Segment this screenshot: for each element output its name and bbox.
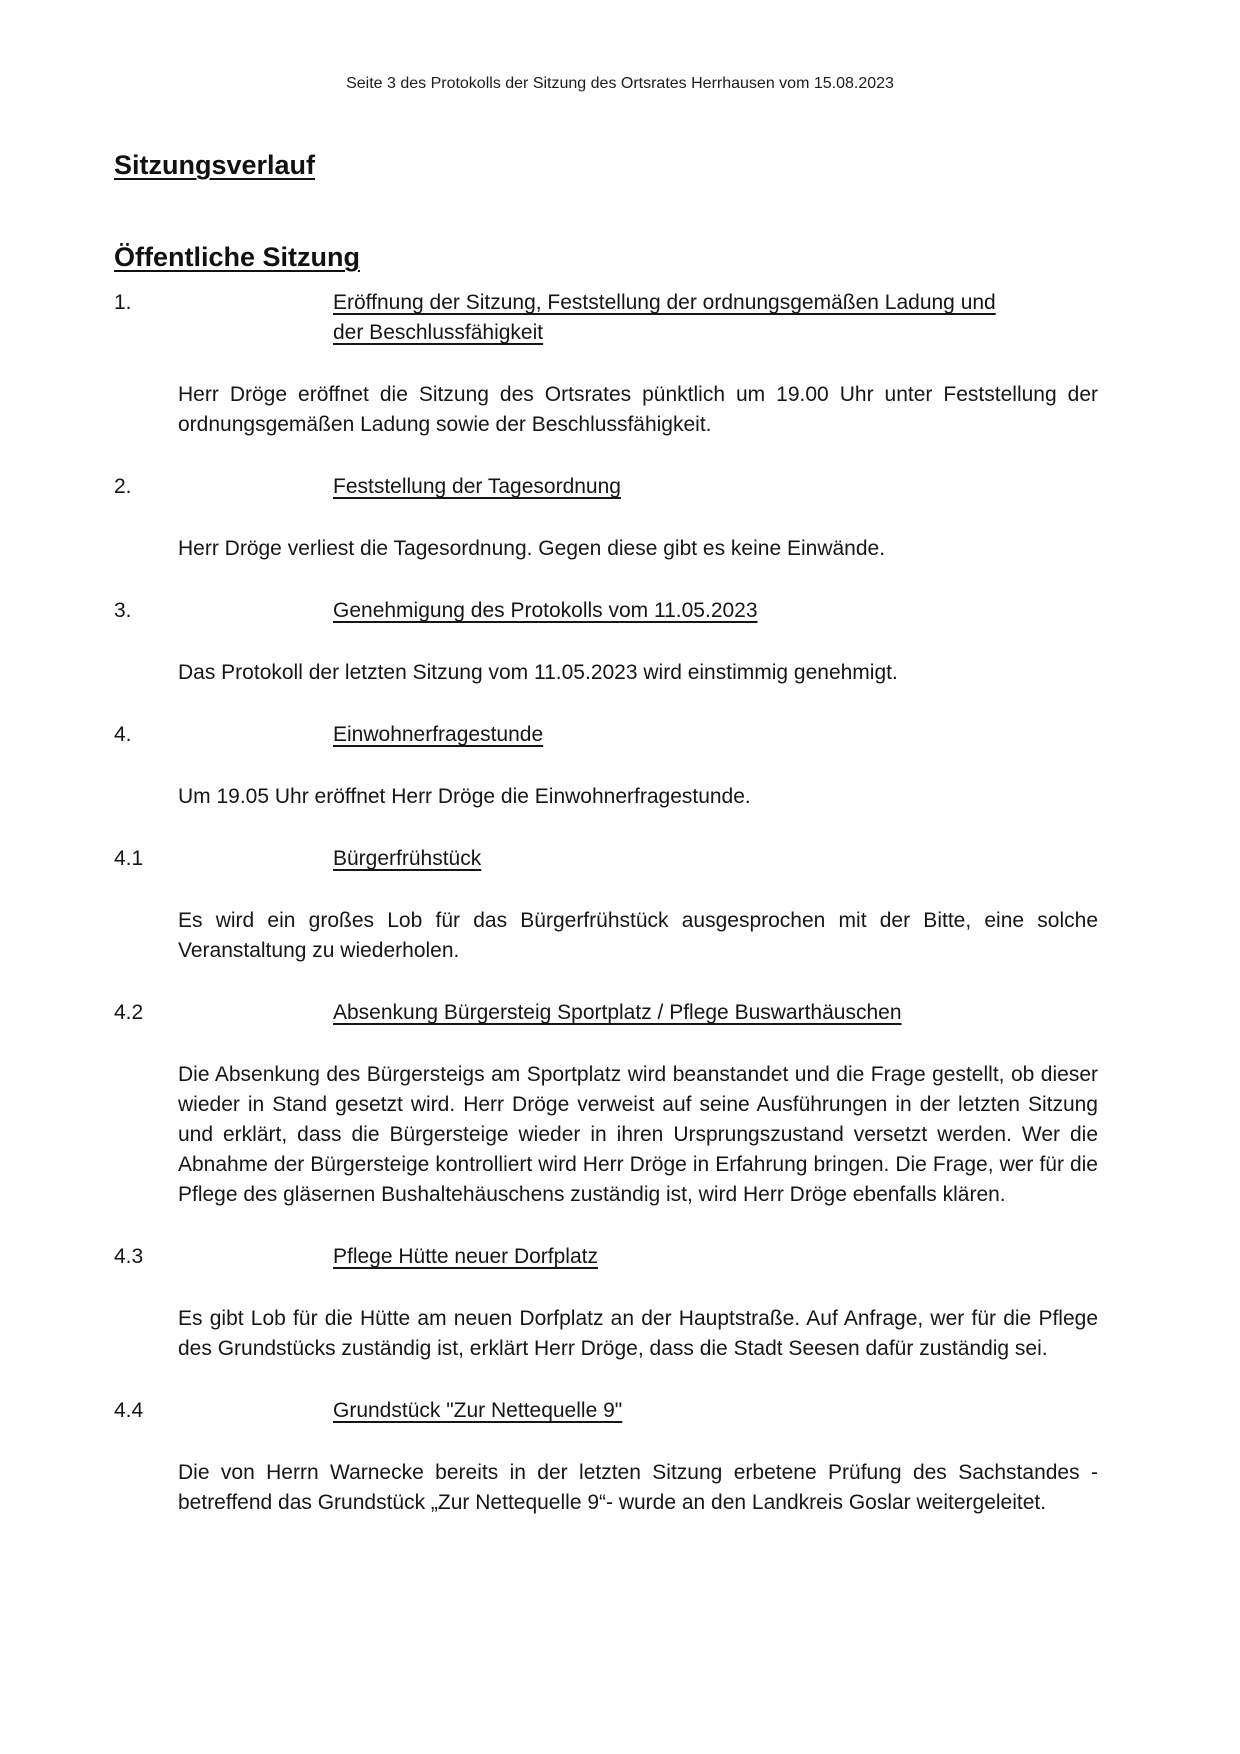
- agenda-item-heading-row: [114, 844, 1098, 874]
- agenda-item-heading-row: [114, 1396, 1098, 1426]
- agenda-item-heading-row: [114, 288, 1098, 348]
- agenda-item: [114, 596, 1098, 688]
- subsection-heading: Öffentliche Sitzung: [114, 242, 360, 272]
- agenda-list: [114, 288, 1098, 1518]
- agenda-item-paragraph: Es wird ein großes Lob für das Bürgerfrühstück ausgesprochen mit der Bitte, eine solche Veranstaltung zu wiederholen.: [178, 909, 1098, 962]
- agenda-item-title: Feststellung der Tagesordnung: [333, 475, 621, 498]
- agenda-item-paragraph: Um 19.05 Uhr eröffnet Herr Dröge die Einwohnerfragestunde.: [178, 785, 751, 808]
- agenda-item-number: 4.3: [114, 1245, 144, 1268]
- agenda-item-paragraph: Die Absenkung des Bürgersteigs am Sportplatz wird beanstandet und die Frage gestellt, ob dieser wieder in Stand gesetzt wird. Herr Dröge verweist auf seine Ausführungen in der letzten Sitzung und erklärt, dass die Bürgersteige wieder in ihren Ursprungszustand versetzt werden. Wer die Abnahme der Bürgersteige kontrolliert wird Herr Dröge in Erfahrung bringen. Die Frage, wer für die Pflege des gläsernen Bushaltehäuschens zuständig ist, wird Herr Dröge ebenfalls klären.: [178, 1063, 1098, 1206]
- agenda-item-title: Pflege Hütte neuer Dorfplatz: [333, 1245, 598, 1268]
- agenda-item-paragraph: Herr Dröge verliest die Tagesordnung. Gegen diese gibt es keine Einwände.: [178, 537, 886, 560]
- agenda-item-paragraphs: [114, 1458, 1098, 1518]
- agenda-item-title: Genehmigung des Protokolls vom 11.05.2023: [333, 599, 758, 622]
- agenda-item-heading-row: [114, 596, 1098, 626]
- agenda-item-title: Absenkung Bürgersteig Sportplatz / Pflege Buswarthäuschen: [333, 1001, 902, 1024]
- agenda-item-number: 4.: [114, 723, 132, 746]
- agenda-item: [114, 1396, 1098, 1518]
- agenda-item-paragraphs: [114, 906, 1098, 966]
- agenda-item-paragraph: Es gibt Lob für die Hütte am neuen Dorfplatz an der Hauptstraße. Auf Anfrage, wer für die Pflege des Grundstücks zuständig ist, erklärt Herr Dröge, dass die Stadt Seesen dafür zuständig sei.: [178, 1307, 1098, 1360]
- agenda-item-number: 4.4: [114, 1399, 144, 1422]
- agenda-item-title: Eröffnung der Sitzung, Feststellung der ordnungsgemäßen Ladung und der Beschlussfähigkeit: [333, 291, 996, 344]
- agenda-item-heading-row: [114, 1242, 1098, 1272]
- agenda-item-paragraph: Die von Herrn Warnecke bereits in der letzten Sitzung erbetene Prüfung des Sachstandes -betreffend das Grundstück „Zur Nettequelle 9“- wurde an den Landkreis Goslar weitergeleitet.: [178, 1461, 1098, 1514]
- agenda-item-number: 4.2: [114, 1001, 144, 1024]
- agenda-item-heading-row: [114, 472, 1098, 502]
- agenda-item: [114, 472, 1098, 564]
- agenda-item-paragraphs: [114, 380, 1098, 440]
- agenda-item: [114, 1242, 1098, 1364]
- agenda-item-title: Bürgerfrühstück: [333, 847, 482, 870]
- section-heading: Sitzungsverlauf: [114, 150, 316, 180]
- agenda-item: [114, 844, 1098, 966]
- agenda-item-number: 1.: [114, 291, 132, 314]
- agenda-item-paragraphs: [114, 534, 1098, 564]
- agenda-item-number: 3.: [114, 599, 132, 622]
- agenda-item-paragraphs: [114, 658, 1098, 688]
- agenda-item-number: 2.: [114, 475, 132, 498]
- agenda-item-heading-row: [114, 998, 1098, 1028]
- agenda-item: [114, 288, 1098, 440]
- agenda-item-paragraph: Herr Dröge eröffnet die Sitzung des Ortsrates pünktlich um 19.00 Uhr unter Feststellung der ordnungsgemäßen Ladung sowie der Beschlussfähigkeit.: [178, 383, 1098, 436]
- agenda-item-number: 4.1: [114, 847, 144, 870]
- agenda-item-heading-row: [114, 720, 1098, 750]
- agenda-item-paragraph: Das Protokoll der letzten Sitzung vom 11.05.2023 wird einstimmig genehmigt.: [178, 661, 898, 684]
- agenda-item: [114, 720, 1098, 812]
- agenda-item-paragraphs: [114, 1304, 1098, 1364]
- agenda-item-paragraphs: [114, 782, 1098, 812]
- agenda-item: [114, 998, 1098, 1210]
- agenda-item-title: Grundstück "Zur Nettequelle 9": [333, 1399, 623, 1422]
- document-content: [114, 146, 1098, 1550]
- agenda-item-title: Einwohnerfragestunde: [333, 723, 544, 746]
- page-header: Seite 3 des Protokolls der Sitzung des Ortsrates Herrhausen vom 15.08.2023: [346, 75, 894, 92]
- agenda-item-paragraphs: [114, 1060, 1098, 1210]
